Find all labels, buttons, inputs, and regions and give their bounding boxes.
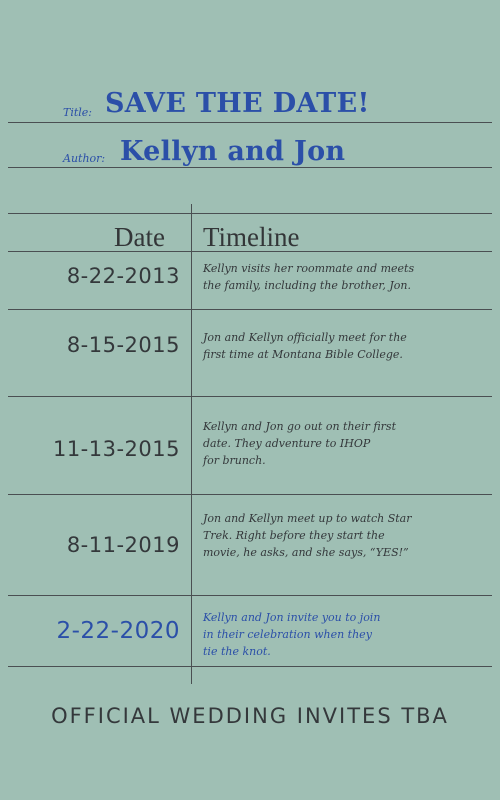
event-line: Kellyn and Jon go out on their first — [203, 420, 396, 433]
timeline-date-highlight: 2-22-2020 — [56, 618, 180, 644]
timeline-event — [203, 329, 433, 363]
event-line: for brunch. — [203, 454, 266, 467]
author-rule — [8, 167, 492, 168]
event-line: Jon and Kellyn meet up to watch Star — [203, 512, 412, 525]
event-line: the family, including the brother, Jon. — [203, 279, 412, 292]
date-column-header: Date — [114, 222, 165, 252]
event-line: movie, he asks, and she says, “YES!” — [203, 546, 409, 559]
event-line: Jon and Kellyn officially meet for the — [203, 331, 407, 344]
timeline-date: 8-15-2015 — [66, 333, 180, 357]
timeline-date: 11-13-2015 — [52, 437, 180, 461]
row-rule — [8, 666, 492, 667]
timeline-date: 8-11-2019 — [66, 533, 180, 557]
column-divider — [191, 204, 192, 684]
timeline-date: 8-22-2013 — [66, 264, 180, 288]
timeline-column-header: Timeline — [203, 222, 300, 252]
event-line: Kellyn and Jon invite you to join — [203, 611, 381, 624]
event-line: date. They adventure to IHOP — [203, 437, 371, 450]
row-rule — [8, 309, 492, 310]
event-line: Kellyn visits her roommate and meets — [203, 262, 415, 275]
event-line: Trek. Right before they start the — [203, 529, 385, 542]
event-line: in their celebration when they — [203, 628, 372, 641]
footer-note: OFFICIAL WEDDING INVITES TBA — [51, 704, 449, 728]
timeline-event — [203, 260, 433, 294]
timeline-event — [203, 510, 433, 561]
row-rule — [8, 396, 492, 397]
timeline-event-highlight — [203, 609, 433, 660]
author-label: Author: — [63, 152, 106, 165]
timeline-event — [203, 418, 433, 469]
card-author: Kellyn and Jon — [120, 136, 346, 167]
title-rule — [8, 122, 492, 123]
event-line: first time at Montana Bible College. — [203, 348, 403, 361]
event-line: tie the knot. — [203, 645, 271, 658]
card-title: SAVE THE DATE! — [105, 88, 370, 119]
table-top-rule — [8, 213, 492, 214]
title-label: Title: — [63, 106, 93, 119]
row-rule — [8, 494, 492, 495]
row-rule — [8, 595, 492, 596]
